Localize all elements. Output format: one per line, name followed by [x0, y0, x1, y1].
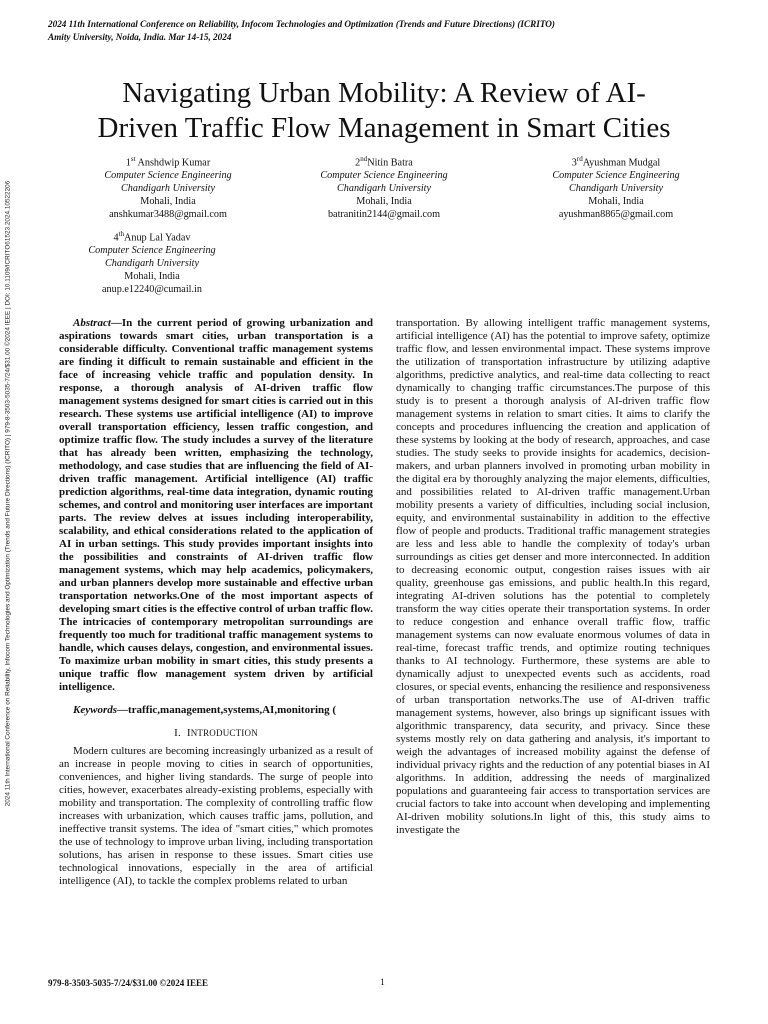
keywords-label: Keywords [73, 704, 117, 716]
page-number: 1 [380, 978, 385, 988]
author-dept: Computer Science Engineering [104, 170, 232, 182]
author-dept: Computer Science Engineering [320, 170, 448, 182]
keywords-text: traffic,management,systems,AI,monitoring ( [128, 704, 337, 716]
author-email[interactable]: ayushman8865@gmail.com [558, 209, 674, 221]
author-location: Mohali, India [356, 196, 412, 208]
conference-line-1: 2024 11th International Conference on Reliability, Infocom Technologies and Optimization (Trends and Future Directions) (ICRITO) [48, 19, 555, 29]
author-univ: Chandigarh University [568, 183, 664, 195]
left-column [59, 317, 373, 888]
author-location: Mohali, India [140, 196, 196, 208]
abstract-text: In the current period of growing urbanization and aspirations towards smart cities, urban transportation is a considerable difficulty. Conventional traffic management systems are finding it difficult to remain sustainable and efficient in the face of increasing vehicle traffic and population density. In response, a thorough analysis of AI-driven traffic flow management systems designed for smart cities is carried out in this research. These systems use artificial intelligence (AI) to improve overall transportation efficiency, lessen traffic congestion, and optimize traffic flow. The study includes a survey of the literature that has already been written, emphasizing the technology, methodology, and case studies that are influencing the field of AI-driven traffic management. Artificial intelligence (AI) traffic prediction algorithms, real-time data integration, dynamic routing schemes, and control and monitoring user interfaces are important parts. The review delves at issues including interoperability, scalability, and ethical considerations related to the application of AI in urban settings. This study provides important insights into the possibilities and constraints of AI-driven traffic flow management systems, which may help academics, policymakers, and urban planners develop more sustainable and effective urban transportation networks.One of the most important aspects of developing smart cities is the effective control of urban traffic flow. The intricacies of contemporary metropolitan surroundings are frequently too much for traditional traffic management systems to handle, which causes delays, congestion, and environmental issues. To maximize urban mobility in smart cities, this study presents a unique traffic flow management system driven by artificial intelligence. [59, 317, 373, 693]
abstract-label: Abstract [73, 317, 111, 329]
conference-line-2: Amity University, Noida, India. Mar 14-15, 2024 [48, 32, 232, 42]
author-name: 3rdAyushman Mudgal [571, 155, 661, 169]
author-dept: Computer Science Engineering [88, 245, 216, 257]
author-name: 4thAnup Lal Yadav [113, 230, 191, 244]
author-univ: Chandigarh University [120, 183, 216, 195]
intro-paragraph-left: Modern cultures are becoming increasingly urbanized as a result of an increase in people moving to cities in search of opportunities, conveniences, and higher living standards. The surge of people into cities, however, exacerbates already-existing problems, especially with mobility and transportation. The complexity of controlling traffic flow increases with urbanization, which causes traffic jams, pollution, and ineffective transit systems. The idea of "smart cities," which promotes the use of technology to improve urban living, including transportation solutions, has arisen in response to these issues. Smart cities use technological innovations, especially in the area of artificial intelligence (AI), to tackle the complex problems related to urban [59, 745, 373, 887]
title-line-2: Driven Traffic Flow Management in Smart Cities [97, 112, 671, 144]
paper-title [54, 76, 714, 146]
intro-paragraph-right: transportation. By allowing intelligent traffic management systems, artificial intelligence (AI) has the potential to improve safety, optimize traffic flow, and lessen environmental impact. These systems improve the utilization of transportation infrastructure by utilizing adaptive algorithms, predictive analytics, and real-time data collecting to react dynamically to changing traffic circumstances.The purpose of this study is to present a thorough analysis of AI-driven traffic flow management systems in relation to smart cities. It aims to clarify the concepts and procedures influencing the creation and application of these systems by looking at the body of research, approaches, and case studies. The study seeks to provide insights for academics, decision-makers, and urban planners involved in promoting urban mobility in the digital era by thoroughly analyzing the major elements, difficulties, and possibilities related to AI-driven traffic management.Urban mobility presents a variety of difficulties, including social inclusion, equity, and environmental sustainability in addition to the effective flow of people and products. Traditional traffic management strategies are less and less able to handle the complexity of today's urban surroundings as cities get denser and more interconnected. In addition to decreasing economic output, congestion raises issues with air quality, greenhouse gas emissions, and public health.In this regard, integrating AI-driven solutions has the potential to completely transform the way cities operate their transportation systems. In order to reduce congestion and enhance overall traffic flow, traffic management systems can now evaluate enormous volumes of data in real-time, forecast traffic trends, and optimize routing techniques thanks to AI technology. Furthermore, these systems are able to dynamically adjust to unexpected events such as accidents, road closures, or special events, enhancing the resilience and responsiveness of urban transportation networks.The use of AI-driven traffic management systems, however, also brings up significant issues with algorithmic transparency, data security, and privacy. Since these systems mostly rely on data gathering and analysis, it's important to weigh the advantages of increased mobility against the defense of individual privacy rights and the reduction of any potential biases in AI algorithms. In addition, addressing the needs of marginalized populations and guaranteeing fair access to transportation services are crucial factors to take into account when developing and implementing AI-driven mobility solutions.In light of this, this study aims to investigate the [396, 317, 711, 836]
author-4 [52, 228, 252, 296]
side-doi-strip: 2024 11th International Conference on Reliability, Infocom Technologies and Optimization (Trends and Future Directions) (ICRITO) | 979-8-3503-5035-7/24/$31.00 ©2024 IEEE | DOI: 10.1109/ICRITO61523.2024.10522206 [4, 180, 12, 807]
right-column [396, 317, 710, 837]
author-dept: Computer Science Engineering [552, 170, 680, 182]
author-email[interactable]: anshkumar3488@gmail.com [109, 209, 227, 221]
abstract: Abstract—In the current period of growing urbanization and aspirations towards smart cities, urban transportation is a considerable difficulty. Conventional traffic management systems are finding it difficult to remain sustainable and efficient in the face of increasing vehicle traffic and population density. In response, a thorough analysis of AI-driven traffic flow management systems designed for smart cities is carried out in this research. These systems use artificial intelligence (AI) to improve overall transportation efficiency, lessen traffic congestion, and optimize traffic flow. The study includes a survey of the literature that has already been written, emphasizing the technology, methodology, and case studies that are influencing the field of AI-driven traffic management. Artificial intelligence (AI) traffic prediction algorithms, real-time data integration, dynamic routing schemes, and control and monitoring user interfaces are important parts. The review delves at issues including interoperability, scalability, and ethical considerations related to the application of AI in urban settings. This study provides important insights into the possibilities and constraints of AI-driven traffic flow management systems, which may help academics, policymakers, and urban planners develop more sustainable and effective urban transportation networks.One of the most important aspects of developing smart cities is the effective control of urban traffic flow. The intricacies of contemporary metropolitan surroundings are frequently too much for traditional traffic management systems to handle, which causes delays, congestion, and environmental issues. To maximize urban mobility in smart cities, this study presents a unique traffic flow management system driven by artificial intelligence. [59, 317, 373, 693]
author-univ: Chandigarh University [336, 183, 432, 195]
author-location: Mohali, India [124, 271, 180, 283]
author-name: 2ndNitin Batra [355, 155, 413, 169]
author-2 [284, 153, 484, 221]
section-heading-introduction: I. INTRODUCTION [174, 727, 258, 739]
author-name: 1st Anshdwip Kumar [125, 155, 211, 169]
author-univ: Chandigarh University [104, 258, 200, 270]
author-3 [516, 153, 716, 221]
author-location: Mohali, India [588, 196, 644, 208]
author-1 [68, 153, 268, 221]
author-email[interactable]: batranitin2144@gmail.com [327, 209, 441, 221]
author-email[interactable]: anup.e12240@cumail.in [102, 284, 202, 296]
title-line-1: Navigating Urban Mobility: A Review of AI- [122, 77, 646, 109]
conference-header [48, 18, 668, 44]
footer-isbn: 979-8-3503-5035-7/24/$31.00 ©2024 IEEE [48, 978, 208, 988]
keywords: Keywords—traffic,management,systems,AI,monitoring ( [73, 704, 337, 716]
